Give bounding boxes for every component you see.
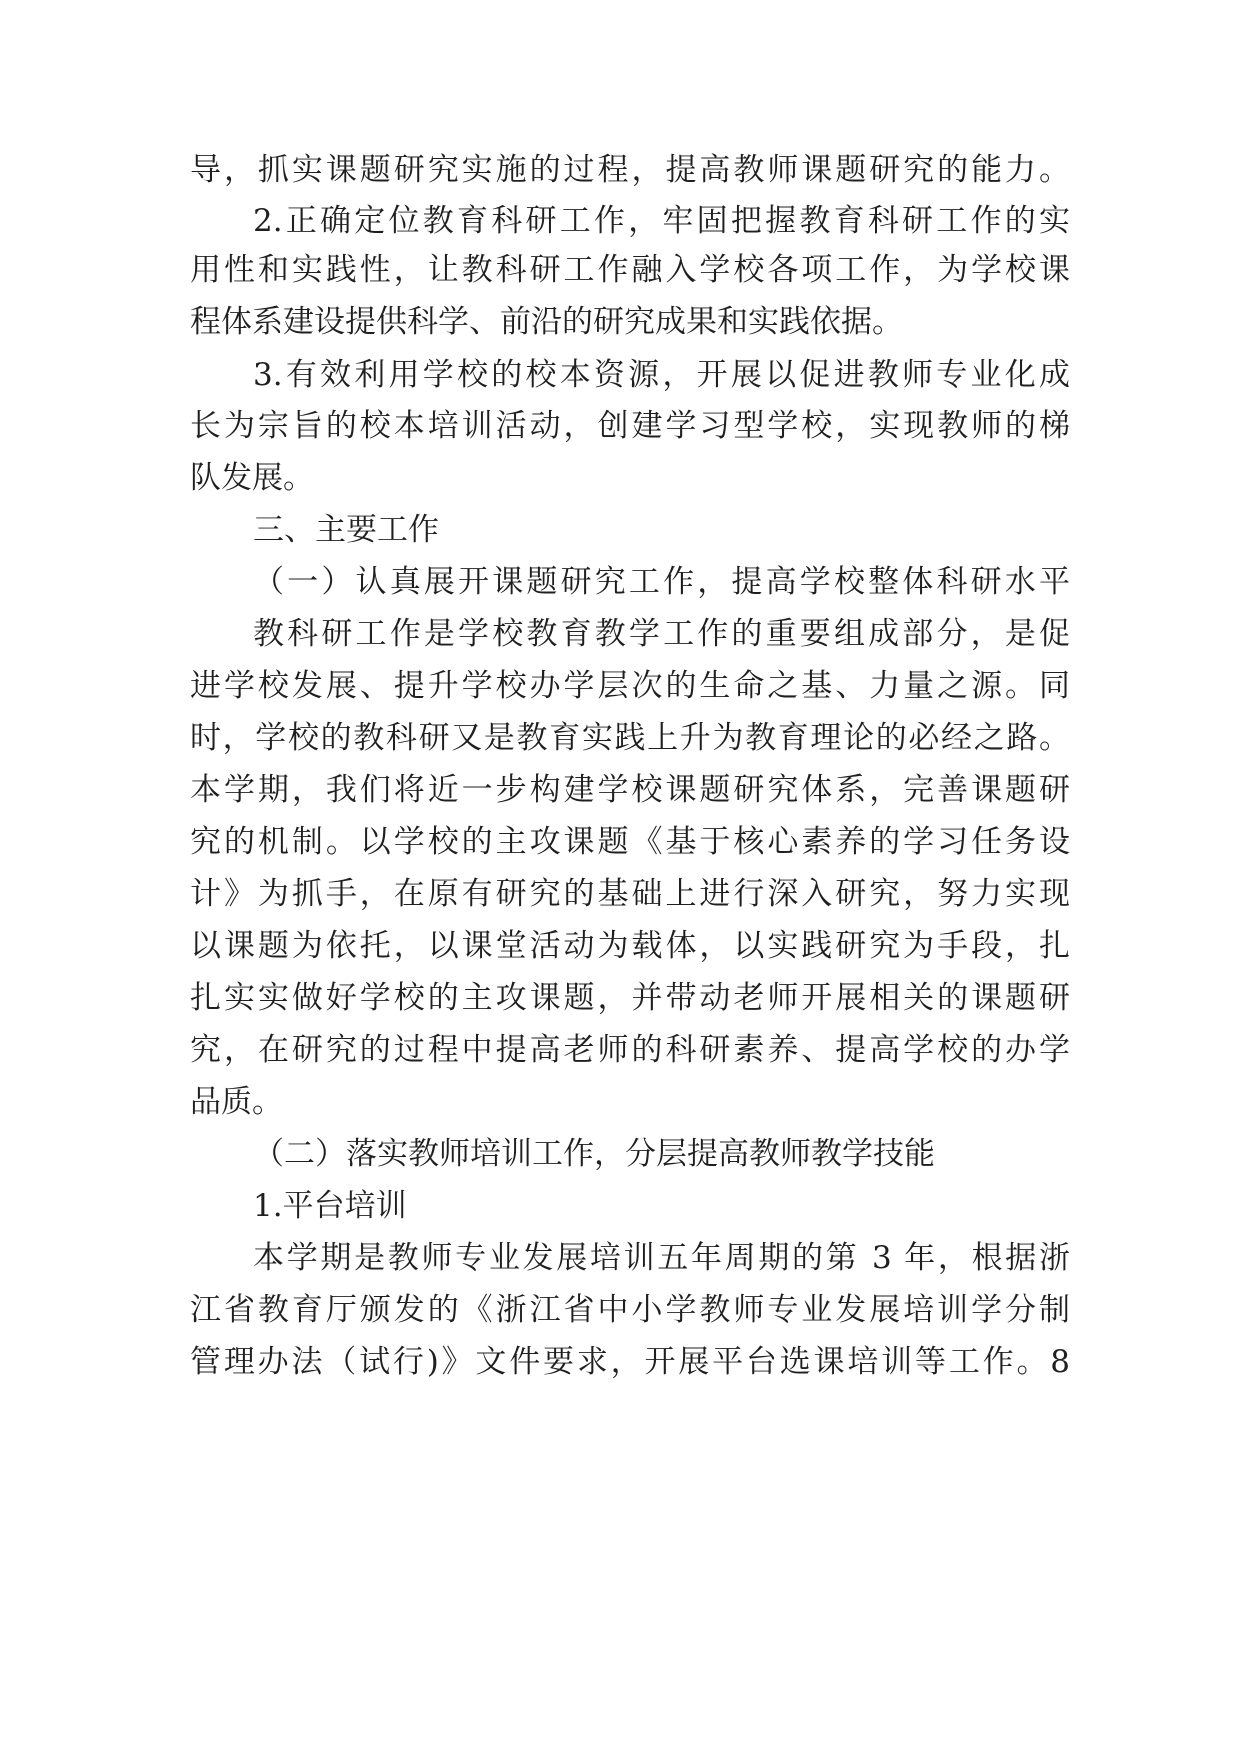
text-line: 以课题为依托，以课堂活动为载体，以实践研究为手段，扎 [190,928,1070,964]
text-line: 程体系建设提供科学、前沿的研究成果和实践依据。 [190,304,903,340]
text-line: 3.有效利用学校的校本资源，开展以促进教师专业化成 [253,357,1070,393]
text-line: 本学期，我们将近一步构建学校课题研究体系，完善课题研 [190,772,1070,808]
text-line: 进学校发展、提升学校办学层次的生命之基、力量之源。同 [190,668,1070,704]
text-line: 2.正确定位教育科研工作，牢固把握教育科研工作的实 [253,203,1070,239]
text-line: 计》为抓手，在原有研究的基础上进行深入研究，努力实现 [190,876,1070,912]
text-line: 用性和实践性，让教科研工作融入学校各项工作，为学校课 [190,252,1070,288]
text-line: 时，学校的教科研又是教育实践上升为教育理论的必经之路。 [190,720,1070,756]
text-line: 究，在研究的过程中提高老师的科研素养、提高学校的办学 [190,1032,1070,1068]
text-line: 长为宗旨的校本培训活动，创建学习型学校，实现教师的梯 [190,408,1070,444]
item-heading: 1.平台培训 [253,1188,407,1224]
text-line: 扎实实做好学校的主攻课题，并带动老师开展相关的课题研 [190,980,1070,1016]
text-line: 管理办法（试行)》文件要求，开展平台选课培训等工作。8 [190,1344,1070,1380]
text-line: 导，抓实课题研究实施的过程，提高教师课题研究的能力。 [190,152,1070,188]
text-line: 品质。 [190,1084,283,1120]
subsection-heading: （二）落实教师培训工作，分层提高教师教学技能 [253,1136,935,1172]
text-line: 究的机制。以学校的主攻课题《基于核心素养的学习任务设 [190,824,1070,860]
subsection-heading: （一）认真展开课题研究工作，提高学校整体科研水平 [253,564,1070,600]
text-line: 教科研工作是学校教育教学工作的重要组成部分，是促 [253,616,1070,652]
text-line: 本学期是教师专业发展培训五年周期的第 3 年，根据浙 [253,1240,1070,1276]
section-heading: 三、主要工作 [253,512,439,548]
text-line: 江省教育厅颁发的《浙江省中小学教师专业发展培训学分制 [190,1292,1070,1328]
text-line: 队发展。 [190,460,314,496]
